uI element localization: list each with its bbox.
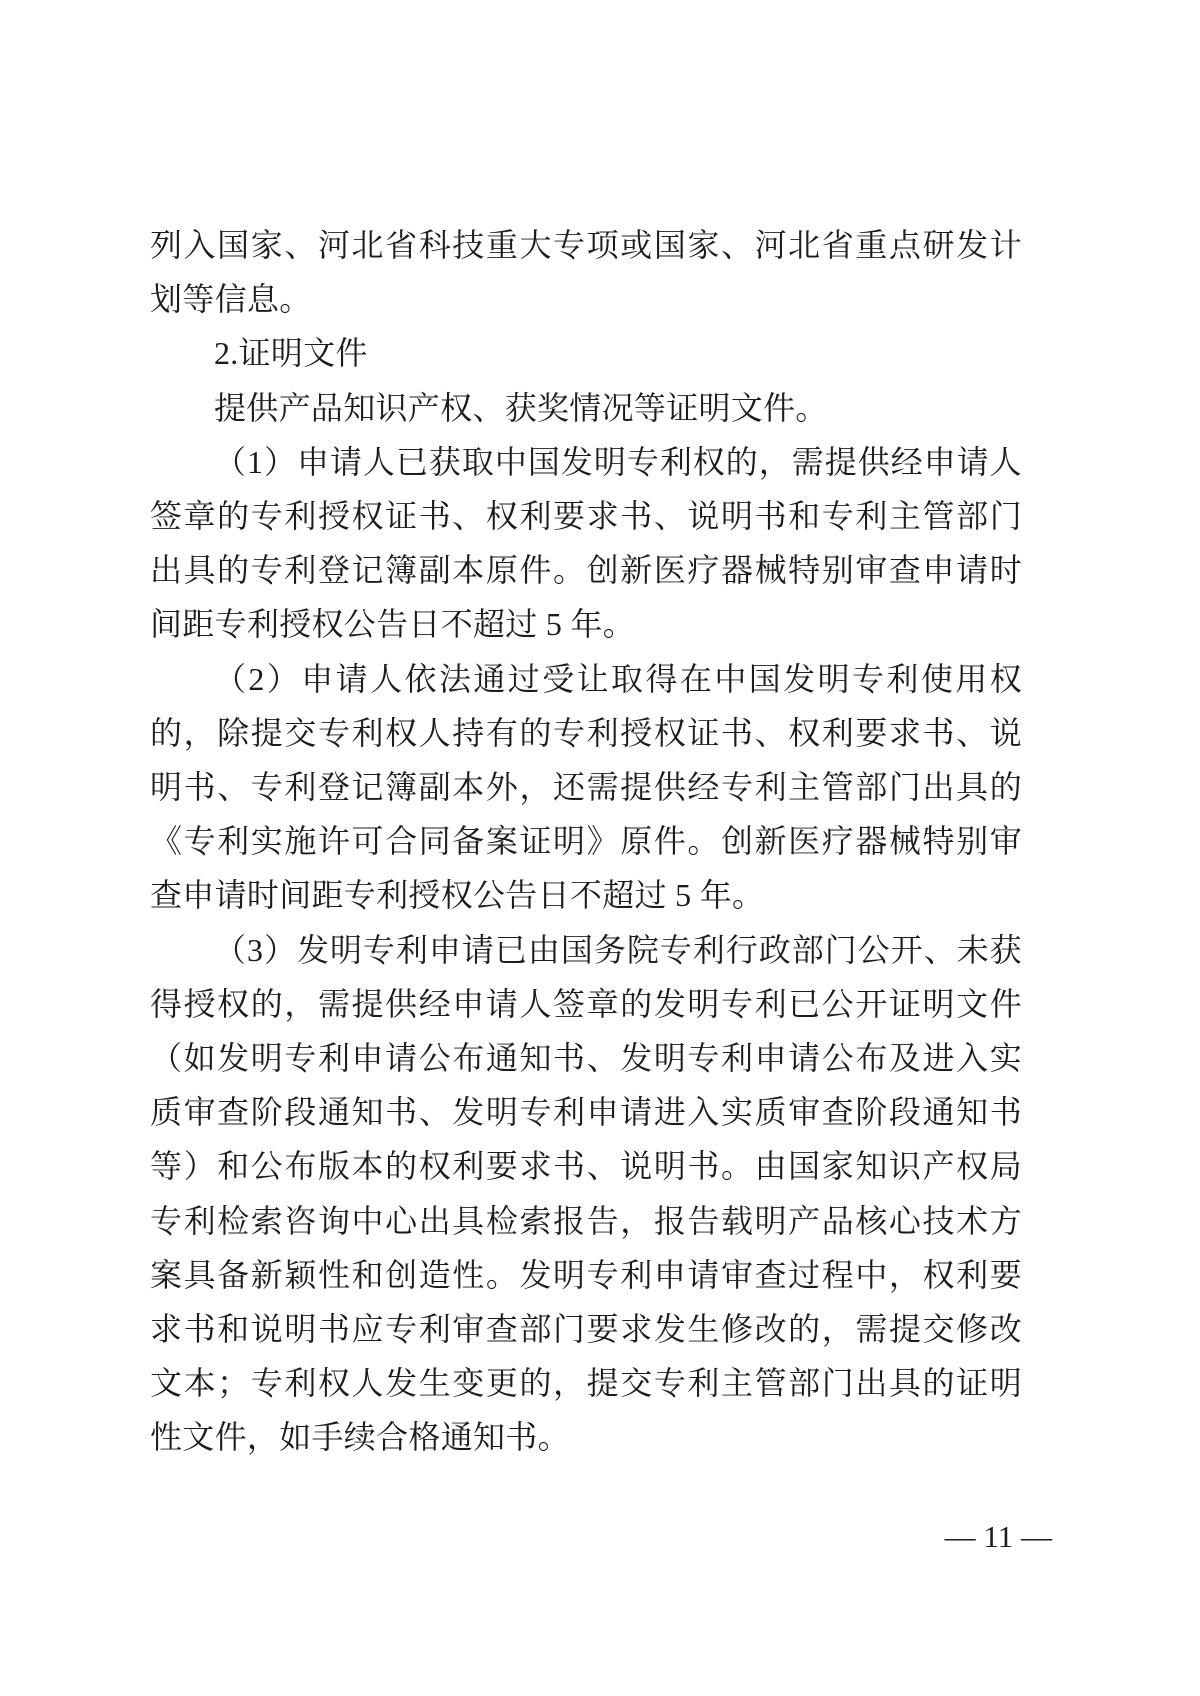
page-number: — 11 — (944, 1519, 1052, 1554)
paragraph-item-1: （1）申请人已获取中国发明专利权的，需提供经申请人签章的专利授权证书、权利要求书、说明书和专利主管部门出具的专利登记簿副本原件。创新医疗器械特别审查申请时间距专利授权公告日不超过 5 年。 (150, 443, 1022, 643)
paragraph-item-2: （2）申请人依法通过受让取得在中国发明专利使用权的，除提交专利权人持有的专利授权证书、权利要求书、说明书、专利登记簿副本外，还需提供经专利主管部门出具的《专利实施许可合同备案证明》原件。创新医疗器械特别审查申请时间距专利授权公告日不超过 5 年。 (150, 660, 1022, 914)
paragraph-continuation: 列入国家、河北省科技重大专项或国家、河北省重点研发计划等信息。 (150, 227, 1022, 318)
paragraph-item-3: （3）发明专利申请已由国务院专利行政部门公开、未获得授权的，需提供经申请人签章的发明专利已公开证明文件（如发明专利申请公布通知书、发明专利申请公布及进入实质审查阶段通知书、发明专利申请进入实质审查阶段通知书等）和公布版本的权利要求书、说明书。由国家知识产权局专利检索咨询中心出具检索报告，报告载明产品核心技术方案具备新颖性和创造性。发明专利申请审查过程中，权利要求书和说明书应专利审查部门要求发生修改的，需提交修改文本；专利权人发生变更的，提交专利主管部门出具的证明性文件，如手续合格通知书。 (150, 931, 1022, 1456)
page-footer (945, 1516, 1052, 1558)
document-body (150, 218, 1022, 1465)
paragraph-section-heading: 2.证明文件 (214, 335, 368, 372)
paragraph-intro: 提供产品知识产权、获奖情况等证明文件。 (214, 389, 828, 426)
